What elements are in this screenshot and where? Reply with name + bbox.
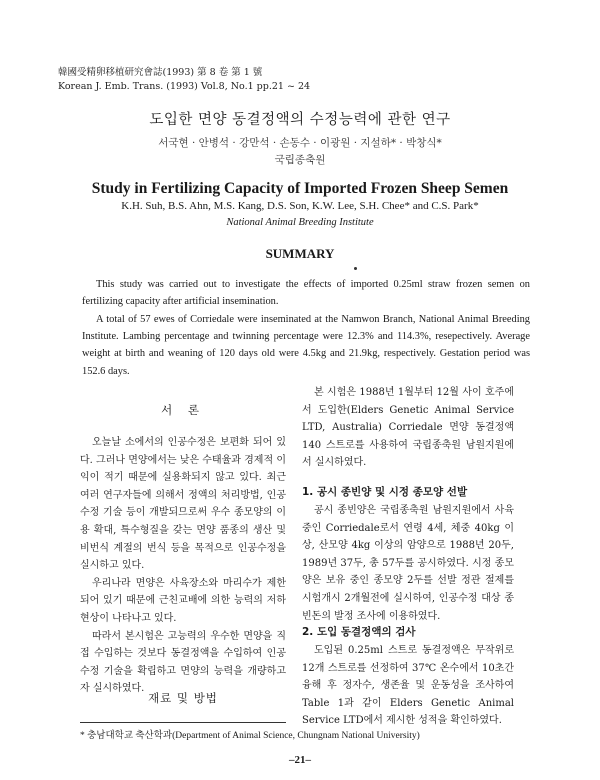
section-2-text <box>302 642 514 730</box>
journal-header-en: Korean J. Emb. Trans. (1993) Vol.8, No.1 pp.21 ~ 24 <box>58 81 311 92</box>
section-2-heading: 2. 도입 동결정액의 검사 <box>302 626 416 638</box>
section-1-paragraph: 공시 종빈양은 국립종축원 남원지원에서 사육중인 Corriedale로서 연령 4세, 체중 40kg 이상, 산모양 4kg 이상의 암양으로 1988년 20두, 1989년 37두, 총 57두를 공시하였다. 시정 종모양은 보유 중인 종모양 2두를 선발 정관 절제를 시험개시 2개월전에 실시하여, 인공수정 대상 종빈돈의 발정 조사에 이용하였다. <box>302 505 514 622</box>
footnote: * 충남대학교 축산학과(Department of Animal Science, Chungnam National University) <box>80 731 420 741</box>
section-1-text <box>302 502 514 625</box>
intro-paragraph-2: 우리나라 면양은 사육장소와 마리수가 제한되어 있기 때문에 근친교배에 의한 능력의 저하현상이 나타나고 있다. <box>80 577 286 624</box>
section-2-paragraph: 도입된 0.25ml 스트로 동결정액은 무작위로 12개 스트로를 선정하여 37℃ 온수에서 10초간 융해 후 정자수, 생존율 및 운동성을 조사하여 Table 1과 같이 Elders Genetic Animal Service LTD에서 제시한 성적을 확인하였다. <box>302 645 514 727</box>
footnote-rule <box>80 722 286 723</box>
summary-paragraph-2: A total of 57 ewes of Corriedale were inseminated at the Namwon Branch, National Animal Breeding Institute. Lambing percentage and twinning percentage were 12.3% and 114.3%, resepectively. Average weight at birth and weaning of 120 days old were 4.5kg and 21.9kg, respectively. Gestation period was 152.6 days. <box>82 314 530 377</box>
section-1-heading-wrap <box>302 484 514 499</box>
institution-english: National Animal Breeding Institute <box>226 217 374 228</box>
institution-korean: 국립종축원 <box>274 154 326 166</box>
journal-header-ko: 韓國受精卵移植研究會誌(1993) 第 8 卷 第 1 號 <box>58 67 263 78</box>
summary-heading: SUMMARY <box>265 246 335 261</box>
summary-paragraph-1: This study was carried out to investigate the effects of imported 0.25ml straw frozen semen on fertilizing capacity after artificial insemination. <box>82 279 530 308</box>
right-intro-paragraph: 본 시험은 1988년 1월부터 12월 사이 호주에서 도입한(Elders Genetic Animal Service LTD, Australia) Corriedale 면양 동결정액 140 스트로를 사용하여 국립종축원 남원지원에서 실시하였다. <box>302 387 514 469</box>
authors-korean: 서국현 · 안병석 · 강만석 · 손동수 · 이광원 · 지설하* · 박창식* <box>158 137 442 149</box>
right-column <box>302 384 514 472</box>
intro-paragraph-3: 따라서 본시험은 고능력의 우수한 면양을 직접 수입하는 것보다 동결정액을 수입하여 인공수정 기술을 확립하고 면양의 능력을 개량하고자 실시하였다. <box>80 630 286 695</box>
intro-paragraph-1: 오늘날 소에서의 인공수정은 보편화 되어 있다. 그러나 면양에서는 낮은 수태율과 경제적 이익이 적기 때문에 실용화되지 않고 있다. 최근 여러 연구자들에 의해서 정액의 처리방법, 인공수정 기술 등이 개발되므로써 우수 종모양의 이용 확대, 특수형질을 갖는 면양 품종의 생산 및 비번식 계절의 번식 등을 목적으로 인공수정을 실시하고 있다. <box>80 437 286 572</box>
intro-text <box>80 434 286 698</box>
decorative-dot <box>354 267 357 270</box>
methods-heading-wrap <box>80 690 286 706</box>
title-english: Study in Fertilizing Capacity of Imported Frozen Sheep Semen <box>91 180 509 197</box>
authors-english: K.H. Suh, B.S. Ahn, M.S. Kang, D.S. Son, K.W. Lee, S.H. Chee* and C.S. Park* <box>121 200 479 212</box>
intro-heading: 서 론 <box>161 403 205 417</box>
left-column <box>80 402 286 418</box>
section-1-heading: 1. 공시 종빈양 및 시정 종모양 선발 <box>302 486 468 498</box>
title-korean: 도입한 면양 동결정액의 수정능력에 관한 연구 <box>149 112 451 128</box>
methods-heading: 재료 및 방법 <box>148 691 218 705</box>
page-number: –21– <box>289 754 311 766</box>
section-2-heading-wrap <box>302 624 514 639</box>
